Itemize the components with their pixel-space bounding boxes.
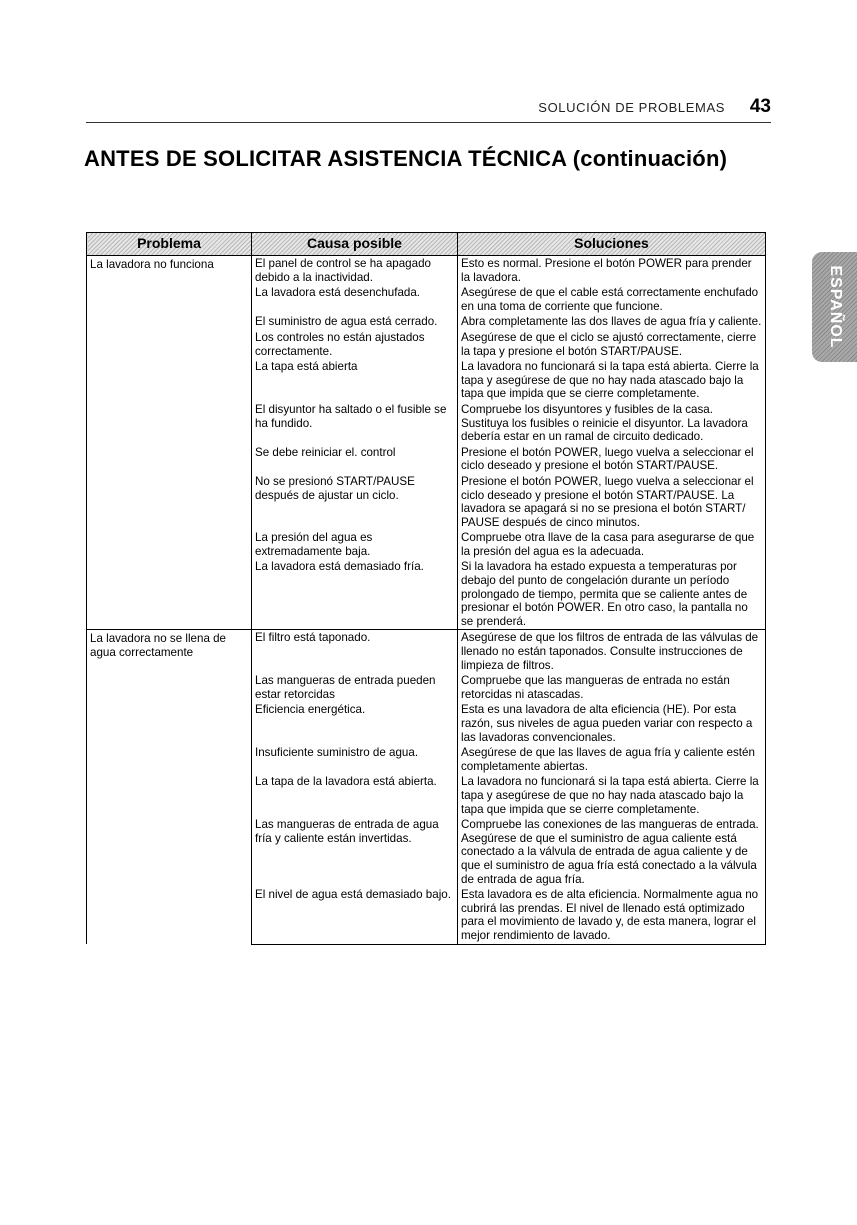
table-header-row [87, 233, 766, 256]
solution-cell: Compruebe otra llave de la casa para asegurarse de que la presión del agua es la adecuada. [458, 530, 766, 559]
solution-cell: Presione el botón POWER, luego vuelva a seleccionar el ciclo deseado y presione el botón START/PAUSE. [458, 445, 766, 474]
solution-cell: La lavadora no funcionará si la tapa está abierta. Cierre la tapa y asegúrese de que no hay nada atascado bajo la tapa que impida que se cierre completamente. [458, 774, 766, 817]
cause-cell: Eficiencia energética. [252, 702, 458, 745]
page-title: ANTES DE SOLICITAR ASISTENCIA TÉCNICA (continuación) [84, 146, 728, 171]
cause-cell: El nivel de agua está demasiado bajo. [252, 887, 458, 944]
cause-cell: Las mangueras de entrada pueden estar retorcidas [252, 673, 458, 702]
solution-cell: Presione el botón POWER, luego vuelva a seleccionar el ciclo deseado y presione el botón START/PAUSE. La lavadora se apagará si no se presiona el botón START/ PAUSE después de cinco minutos. [458, 474, 766, 530]
solution-cell: Esto es normal. Presione el botón POWER para prender la lavadora. [458, 256, 766, 286]
solution-cell: Asegúrese de que los filtros de entrada de las válvulas de llenado no están taponados. Consulte instrucciones de limpieza de filtros. [458, 630, 766, 673]
problem-cell: La lavadora no se llena de agua correctamente [87, 630, 252, 944]
cause-cell: La lavadora está demasiado fría. [252, 559, 458, 629]
problem-cell: La lavadora no funciona [87, 256, 252, 630]
solution-cell: La lavadora no funcionará si la tapa está abierta. Cierre la tapa y asegúrese de que no hay nada atascado bajo la tapa que impida que se cierre completamente. [458, 359, 766, 402]
solution-cell: Esta es una lavadora de alta eficiencia (HE). Por esta razón, sus niveles de agua pueden variar con respecto a las lavadoras convencionales. [458, 702, 766, 745]
header-problem: Problema [87, 233, 252, 256]
cause-cell: Los controles no están ajustados correctamente. [252, 330, 458, 359]
header-solutions: Soluciones [458, 233, 766, 256]
cause-cell: Insuficiente suministro de agua. [252, 745, 458, 774]
cause-cell: La presión del agua es extremadamente baja. [252, 530, 458, 559]
cause-cell: El suministro de agua está cerrado. [252, 314, 458, 330]
section-title: SOLUCIÓN DE PROBLEMAS [538, 100, 725, 115]
header-cause: Causa posible [252, 233, 458, 256]
solution-cell: Asegúrese de que el ciclo se ajustó correctamente, cierre la tapa y presione el botón START/PAUSE. [458, 330, 766, 359]
solution-cell: Asegúrese de que las llaves de agua fría y caliente estén completamente abiertas. [458, 745, 766, 774]
solution-cell: Esta lavadora es de alta eficiencia. Normalmente agua no cubrirá las prendas. El nivel de llenado está optimizado para el movimiento de lavado y, de esta manera, lograr el mejor rendimiento de lavado. [458, 887, 766, 944]
cause-cell: El filtro está taponado. [252, 630, 458, 673]
page-header [86, 98, 771, 124]
solution-cell: Abra completamente las dos llaves de agua fría y caliente. [458, 314, 766, 330]
troubleshooting-table [86, 232, 766, 945]
cause-cell: Se debe reiniciar el. control [252, 445, 458, 474]
table-body [87, 256, 766, 945]
cause-cell: La tapa de la lavadora está abierta. [252, 774, 458, 817]
cause-cell: La lavadora está desenchufada. [252, 285, 458, 314]
solution-cell: Asegúrese de que el cable está correctamente enchufado en una toma de corriente que funcione. [458, 285, 766, 314]
header-divider [86, 122, 771, 123]
page-number: 43 [749, 96, 771, 117]
cause-cell: El panel de control se ha apagado debido a la inactividad. [252, 256, 458, 286]
cause-cell: No se presionó START/PAUSE después de ajustar un ciclo. [252, 474, 458, 530]
table-row [87, 630, 766, 673]
solution-cell: Compruebe los disyuntores y fusibles de la casa. Sustituya los fusibles o reinicie el disyuntor. La lavadora debería estar en un ramal de circuito dedicado. [458, 402, 766, 445]
solution-cell: Compruebe que las mangueras de entrada no están retorcidas ni atascadas. [458, 673, 766, 702]
solution-cell: Si la lavadora ha estado expuesta a temperaturas por debajo del punto de congelación durante un período prolongado de tiempo, permita que se caliente antes de presionar el botón POWER. En otro caso, la pantalla no se prenderá. [458, 559, 766, 629]
cause-cell: Las mangueras de entrada de agua fría y caliente están invertidas. [252, 817, 458, 887]
language-tab-label: ESPAÑOL [826, 265, 844, 349]
table-row [87, 256, 766, 286]
cause-cell: El disyuntor ha saltado o el fusible se ha fundido. [252, 402, 458, 445]
solution-cell: Compruebe las conexiones de las mangueras de entrada. Asegúrese de que el suministro de agua caliente está conectado a la válvula de entrada de agua caliente y de que el suministro de agua fría está conectado a la válvula de entrada de agua fría. [458, 817, 766, 887]
language-tab [812, 252, 857, 362]
cause-cell: La tapa está abierta [252, 359, 458, 402]
